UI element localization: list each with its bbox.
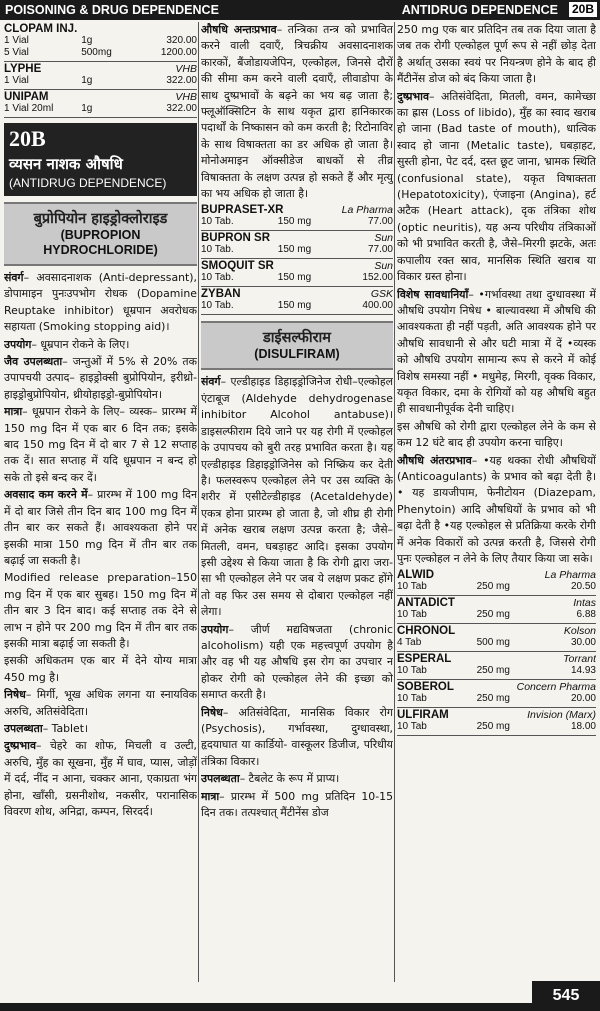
paragraph-text: – एल्डीहाइड डिहाइड्रोजिनेज रोधी–एल्कोहल एंटाबूज (Aldehyde dehydrogenase inhibitor Alcohol antabuse)। डाइसल्फीराम दिये जाने पर यह रोगी में एल्कोहल के उपापचय को बुरी तरह प्रभावित करता है। यह एल्डीहाइड डिहाइड्रोजिनेस को निष्क्रिय कर देती है। फलस्वरूप एल्कोहल लेने पर उस व्यक्ति के शरीर में एसीटेल्डीहाइड (Acetaldehyde) एकत्र होना प्रारम्भ हो जाता है, जो शीघ्र ही रोगी में अनेक खराब लक्षण उत्पन्न करता है; जैसे–मितली, वमन, घबड़ाहट आदि। इसका उपयोग इसी उद्देश्य से किया जाता है कि रोगी द्वारा जरा-सा भी एल्कोहल लेने पर जब ये लक्षण प्रकट होंगे तो वह फिर उस समय से दोबारा एल्कोहल नहीं लेगा। xyxy=(201,375,393,619)
pack-size: 10 Tab. xyxy=(201,300,234,312)
drug-text xyxy=(201,22,393,202)
pack-price: 30.00 xyxy=(570,637,596,649)
pack-strength: 500 mg xyxy=(476,637,510,649)
product-name-row xyxy=(201,260,393,272)
pack-price: 77.00 xyxy=(367,216,393,228)
product-name-row xyxy=(4,91,197,103)
product-name-row xyxy=(4,63,197,75)
paragraph-text: – धूम्रपान रोकने के लिए– व्यस्क– प्रारम्भ में 150 mg दिन में एक बार 6 दिन तक; इसके बाद 150 mg दिन में दो बार 7 से 12 सप्ताह तक दें। सात सप्ताह में यदि धूम्रपान न बन्द हो सके तो इसे बन्द कर दें। xyxy=(4,405,197,484)
header-right-title: ANTIDRUG DEPENDENCE xyxy=(401,3,558,17)
paragraph xyxy=(201,789,393,822)
product-manufacturer: Intas xyxy=(573,597,596,610)
pack-price: 1200.00 xyxy=(160,47,197,58)
paragraph-text: – जीर्ण मद्यविषजता (chronic alcoholism) यही एक महत्त्वपूर्ण उपयोग है और वह भी यह औषधि इस रोग का उपचार न होकर रोगी को एल्कोहल लेने की इच्छा को समाप्त करती है। xyxy=(201,622,393,702)
paragraph-text: – प्रारम्भ में 100 mg दिन में दो बार जिसे तीन दिन बाद 100 mg दिन में तीन बार कर सकते हैं। आवश्यकता होने पर इसकी मात्रा 150 mg दिन में तीन बार तक बढ़ाई जा सकती है। xyxy=(4,488,197,567)
drug-heading xyxy=(201,321,393,370)
drug-name-english: (BUPROPION HYDROCHLORIDE) xyxy=(43,228,158,257)
drug-name-hindi: डाईसल्फीराम xyxy=(263,330,331,347)
pack-price: 6.88 xyxy=(576,609,596,621)
product-name: ESPERAL xyxy=(397,653,452,666)
product-entry xyxy=(4,90,197,118)
drug-text xyxy=(4,270,197,820)
pack-size: 10 Tab. xyxy=(201,244,234,256)
pack-size: 1 Vial xyxy=(4,35,29,46)
product-manufacturer: GSK xyxy=(370,288,393,301)
paragraph-label: उपयोग xyxy=(4,337,32,351)
footer-bar xyxy=(0,1003,600,1011)
paragraph-text: – जन्तुओं में 5% से 20% तक उपापचयी उत्पाद– हाइड्रोक्सी बुप्रोपियोन, इरीथ्रो-हाइड्रोबुप्रोपियोन, थ्रीयोहाइड्रो-बुप्रोपियोन। xyxy=(4,355,197,401)
product-manufacturer: Sun xyxy=(374,260,393,273)
pack-strength: 250 mg xyxy=(476,609,510,621)
pack-size: 4 Tab xyxy=(397,637,422,649)
drug-name-hindi: बुप्रोपियोन हाइड्रोक्लोराइड xyxy=(33,211,168,227)
product-name: CLOPAM INJ. xyxy=(4,23,78,35)
pack-size: 10 Tab xyxy=(397,581,427,593)
page-header xyxy=(0,0,600,20)
product-pack-row xyxy=(397,665,596,677)
product-manufacturer: VHB xyxy=(175,91,197,103)
product-name: SOBEROL xyxy=(397,681,454,694)
section-title-hindi: व्यसन नाशक औषधि xyxy=(9,155,123,173)
product-entry xyxy=(397,568,596,596)
product-entry xyxy=(397,624,596,652)
product-entry xyxy=(201,203,393,231)
paragraph-label: निषेध xyxy=(201,705,223,719)
paragraph-label: दुष्प्रभाव xyxy=(397,89,430,103)
paragraph-text: – अतिसंवेदिता, मितली, वमन, कामेच्छा का ह्रास (Loss of libido), मुँह का स्वाद खराब हो जाना (Bad taste of mouth), धात्विक स्वाद हो जाना (Metalic taste), घबड़ाहट, सुस्ती होना, पेट दर्द, दस्त छूट जाना, भ्रामक स्थिति (confusional state), यकृत विषाक्तता (Hepatotoxicity), एंजाइना (Angina), हर्ट अटैक (Heart attack), दृक तंत्रिका शोथ (optic neuritis), यह अन्य परिधीय तंत्रिकाओं को भी प्रभावित करती है, जैसे–मिरगी झटके, अतः कपालीय रक्त स्राव, मानसिक स्थिति खराब या विकार ग्रस्त होना। xyxy=(397,89,596,284)
pack-strength: 150 mg xyxy=(277,272,312,284)
pack-strength: 1g xyxy=(81,103,93,114)
column-divider xyxy=(198,22,199,982)
paragraph-label: उपलब्धता xyxy=(4,721,43,735)
product-name-row xyxy=(397,653,596,665)
header-left-title: POISONING & DRUG DEPENDENCE xyxy=(5,3,219,17)
product-manufacturer: La Pharma xyxy=(341,204,393,217)
paragraph xyxy=(201,705,393,771)
product-manufacturer: Invision (Marx) xyxy=(527,709,596,722)
drug-text xyxy=(201,374,393,821)
product-list xyxy=(397,568,596,736)
pack-strength: 150 mg xyxy=(277,216,312,228)
column-3 xyxy=(397,22,596,982)
paragraph-text: – अतिसंवेदिता, मानसिक विकार रोग (Psychosis), गर्भावस्था, दुग्धावस्था, हृदयाघात या कार्डियो- वास्कूलर डिजीज, परिधीय तंत्रिका विकार। xyxy=(201,705,393,768)
product-entry xyxy=(201,287,393,315)
product-name: ULFIRAM xyxy=(397,709,449,722)
pack-size: 1 Vial xyxy=(4,75,29,86)
paragraph xyxy=(4,687,197,720)
paragraph-label: संवर्ग xyxy=(4,271,24,284)
product-pack-row xyxy=(397,637,596,649)
product-name-row xyxy=(397,597,596,609)
pack-strength: 1g xyxy=(81,35,93,46)
product-pack-row xyxy=(4,47,197,59)
paragraph-label: जैव उपलब्धता xyxy=(4,355,63,369)
product-pack-row xyxy=(201,300,393,312)
product-name-row xyxy=(397,625,596,637)
paragraph xyxy=(4,270,197,336)
drug-name-english: (DISULFIRAM) xyxy=(254,347,340,362)
product-manufacturer: Torrant xyxy=(563,653,596,666)
paragraph-text: – Tablet। xyxy=(42,721,89,735)
paragraph xyxy=(4,738,197,820)
pack-size: 1 Vial 20ml xyxy=(4,103,54,114)
paragraph xyxy=(4,487,197,569)
pack-size: 5 Vial xyxy=(4,47,29,58)
product-pack-row xyxy=(397,693,596,705)
product-name: SMOQUIT SR xyxy=(201,260,274,273)
product-name: CHRONOL xyxy=(397,625,456,638)
pack-price: 77.00 xyxy=(367,244,393,256)
paragraph-label: मात्रा xyxy=(201,789,220,803)
paragraph xyxy=(397,22,596,88)
paragraph-label: मात्रा xyxy=(4,405,23,419)
paragraph-text: – धूम्रपान रोकने के लिए। xyxy=(31,337,130,351)
paragraph-label: उपलब्धता xyxy=(201,772,240,786)
product-pack-row xyxy=(397,581,596,593)
paragraph-text: – तन्त्रिका तन्त्र को प्रभावित करने वाली दवाएँ, त्रिचक्रीय अवसादनाशक कारकों, बैंजोडायजेपिन, एल्कोहल, जिनसे दौरों की सीमा कम करने वाली दवाएँ, लीवाडोपा के साथ दुष्प्रभावों के बढ़ने का भय बढ़ जाता है; फ्लूऑक्सिटिन के साथ यकृत द्वारा हानिकारक पदार्थों के निष्कासन को कम करती है; रिटोनाविर के साथ विषाक्तता का डर अधिक हो जाता है। मोनोअमाइन ऑक्सीडेज बाधकों से तीव्र विषाक्तता के लक्षण उत्पन्न हो सकते हैं और मृत्यु का भय अधिक हो जाता है। xyxy=(201,23,393,201)
paragraph-label: उपयोग xyxy=(201,622,229,636)
pack-price: 14.93 xyxy=(570,665,596,677)
pack-strength: 500mg xyxy=(81,47,112,58)
product-entry xyxy=(4,62,197,90)
pack-strength: 250 mg xyxy=(476,581,510,593)
product-name: ALWID xyxy=(397,569,435,582)
product-name: BUPRASET-XR xyxy=(201,204,284,217)
paragraph xyxy=(201,374,393,620)
product-name: LYPHE xyxy=(4,63,42,75)
product-name-row xyxy=(4,23,197,35)
pack-size: 10 Tab xyxy=(397,665,427,677)
product-entry xyxy=(397,652,596,680)
paragraph-text: – प्रारम्भ में 500 mg प्रतिदिन 10-15 दिन तक। तत्पश्चात् मैंटीनेंस डोज xyxy=(201,789,393,820)
pack-price: 322.00 xyxy=(166,75,197,86)
product-entry xyxy=(201,259,393,287)
page-number: 545 xyxy=(532,981,600,1011)
product-entry xyxy=(4,22,197,62)
column-2 xyxy=(201,22,393,982)
product-pack-row xyxy=(201,272,393,284)
pack-size: 10 Tab. xyxy=(201,272,234,284)
paragraph-text: इसकी अधिकतम एक बार में देने योग्य मात्रा 450 mg है। xyxy=(4,654,197,684)
product-pack-row xyxy=(4,103,197,115)
paragraph xyxy=(4,653,197,686)
paragraph-text: – चेहरे का शोफ, मिचली व उल्टी, अरुचि, मुँह का सूखना, मुँह में घाव, प्यास, जोड़ों में दर्द, नींद न आना, चक्कर आना, एकाग्रता भंग होना, खाँसी, ग्रसनीशोथ, नकसीर, परानासिक विवरण शोथ, अनिद्रा, कम्पन, सिरदर्द। xyxy=(4,739,197,818)
paragraph xyxy=(201,771,393,787)
pack-price: 20.50 xyxy=(570,581,596,593)
product-name: ANTADICT xyxy=(397,597,455,610)
pack-price: 18.00 xyxy=(570,721,596,733)
product-pack-row xyxy=(4,75,197,87)
paragraph xyxy=(4,337,197,353)
pack-strength: 250 mg xyxy=(476,721,510,733)
paragraph xyxy=(4,354,197,403)
paragraph-text: – अवसादनाशक (Anti-depressant), डोपामाइन पुनःउपभोग रोधक (Dopamine Reuptake inhibitor) धूम्रपान अवरोधक सहायता (Smoking stopping aid)। xyxy=(4,271,197,334)
paragraph xyxy=(201,22,393,202)
paragraph xyxy=(397,287,596,418)
product-manufacturer: La Pharma xyxy=(544,569,596,582)
pack-size: 10 Tab xyxy=(397,721,427,733)
header-section-badge: 20B xyxy=(569,2,597,17)
product-pack-row xyxy=(397,721,596,733)
product-name: ZYBAN xyxy=(201,288,241,301)
paragraph xyxy=(4,721,197,737)
product-name-row xyxy=(201,288,393,300)
paragraph-text: – टैबलेट के रूप में प्राप्य। xyxy=(239,772,340,786)
column-1 xyxy=(4,22,197,982)
product-name: BUPRON SR xyxy=(201,232,271,245)
product-name-row xyxy=(397,681,596,693)
product-pack-row xyxy=(4,35,197,47)
column-divider xyxy=(394,22,395,982)
paragraph-label: औषधि अंतरप्रभाव xyxy=(397,453,472,467)
product-manufacturer: Kolson xyxy=(563,625,596,638)
pack-price: 322.00 xyxy=(166,103,197,114)
section-code: 20B xyxy=(9,126,46,151)
paragraph xyxy=(4,404,197,486)
product-pack-row xyxy=(397,609,596,621)
paragraph-label: संवर्ग xyxy=(201,375,221,389)
product-list xyxy=(4,22,197,118)
paragraph xyxy=(201,622,393,704)
product-manufacturer: Concern Pharma xyxy=(516,681,596,694)
paragraph xyxy=(397,419,596,452)
paragraph-label: दुष्प्रभाव xyxy=(4,739,37,753)
product-entry xyxy=(201,231,393,259)
drug-heading xyxy=(4,202,197,266)
pack-strength: 1g xyxy=(81,75,93,86)
product-name-row xyxy=(201,232,393,244)
paragraph-text: – •यह थक्का रोधी औषधियों (Anticoagulants) के प्रभाव को बढ़ा देती है। • यह डायजीपाम, फेनीटोयन (Diazepam, Phenytoin) आदि औषधियों के प्रभाव को भी बढ़ा देती है •यह एल्कोहल से प्रतिक्रिया करके रोगी में अनेक विकारों को उत्पन्न करती है, जिससे रोगी पुनः एल्कोहल न लेने के लिए तैयार किया जा सके। xyxy=(397,453,596,565)
section-heading xyxy=(4,123,197,196)
product-pack-row xyxy=(201,216,393,228)
product-manufacturer: VHB xyxy=(175,63,197,75)
product-pack-row xyxy=(201,244,393,256)
pack-price: 400.00 xyxy=(362,300,393,312)
product-name: UNIPAM xyxy=(4,91,49,103)
paragraph-text: Modified release preparation–150 mg दिन में एक बार सुबह। 150 mg दिन में तीन बार 3 दिन बाद। कई सप्ताह तक देने से लाभ न होने पर 200 mg दिन में तीन बार तक इसकी मात्रा बढ़ाई जा सकती है। xyxy=(4,571,197,650)
paragraph-text: 250 mg एक बार प्रतिदिन तब तक दिया जाता है जब तक रोगी एल्कोहल पूर्ण रूप से नहीं छोड़ देता है अर्थात् उसका स्वयं पर नियन्त्रण होने के बाद ही मैंटीनेंस डोज को बंद किया जाता है। xyxy=(397,23,596,86)
paragraph xyxy=(4,570,197,652)
drug-text xyxy=(397,22,596,567)
paragraph-label: निषेध xyxy=(4,688,26,702)
paragraph-label: औषधि अन्तःप्रभाव xyxy=(201,23,277,36)
pack-strength: 150 mg xyxy=(277,300,312,312)
paragraph xyxy=(397,89,596,286)
pack-strength: 250 mg xyxy=(476,693,510,705)
product-manufacturer: Sun xyxy=(374,232,393,245)
product-entry xyxy=(397,596,596,624)
pack-strength: 250 mg xyxy=(476,665,510,677)
paragraph-text: – •गर्भावस्था तथा दुग्धावस्था में औषधि उपयोग निषेध • बाल्यावस्था में औषधि की आवश्यकता ही नहीं पड़ती, अति आवश्यक होने पर औषधि सावधानी से और घटी मात्रा में दें •व्यस्क को औषधि उपयोग सामान्य रूप से करने में कोई विशेष समस्या नहीं • मधुमेह, मिरगी, वृक्क विकार, यकृत विकार, दमा के रोगियों को यह औषधि बहुत ही सावधानीपूर्वक देनी चाहिए। xyxy=(397,287,596,416)
section-title-english: (ANTIDRUG DEPENDENCE) xyxy=(9,176,167,190)
paragraph-label: विशेष सावधानियाँ xyxy=(397,287,469,301)
pack-price: 20.00 xyxy=(570,693,596,705)
product-entry xyxy=(397,708,596,736)
pack-size: 10 Tab. xyxy=(201,216,234,228)
paragraph-label: अवसाद कम करने में xyxy=(4,488,88,502)
product-name-row xyxy=(201,204,393,216)
paragraph-text: – मिर्गी, भूख अधिक लगना या स्नायविक अरुचि, अतिसंवेदिता। xyxy=(4,688,197,718)
product-list xyxy=(201,203,393,315)
product-name-row xyxy=(397,569,596,581)
pack-price: 320.00 xyxy=(166,35,197,46)
product-name-row xyxy=(397,709,596,721)
pack-size: 10 Tab xyxy=(397,693,427,705)
paragraph-text: इस औषधि को रोगी द्वारा एल्कोहल लेने के कम से कम 12 घंटे बाद ही उपयोग करना चाहिए। xyxy=(397,419,596,450)
pack-price: 152.00 xyxy=(362,272,393,284)
pack-size: 10 Tab xyxy=(397,609,427,621)
pack-strength: 150 mg xyxy=(277,244,312,256)
product-entry xyxy=(397,680,596,708)
paragraph xyxy=(397,453,596,568)
